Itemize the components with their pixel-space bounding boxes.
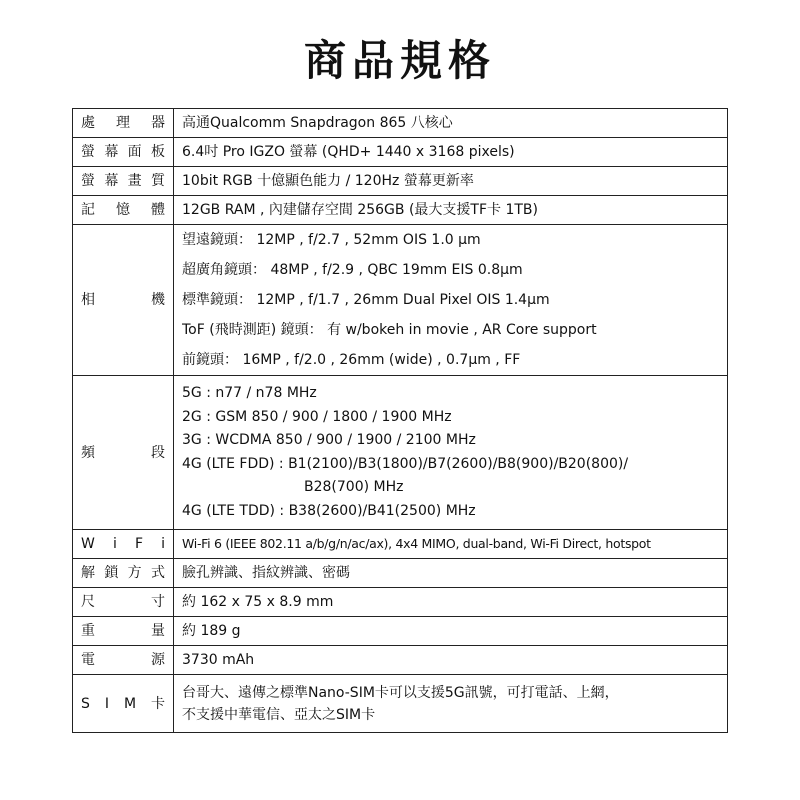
spec-row-size [73,588,728,617]
spec-row-panel [73,138,728,167]
spec-row-camera [73,225,728,376]
spec-row-bands [73,376,728,530]
spec-label-memory: 記 憶 體 [73,196,174,225]
camera-telephoto-line: 望遠鏡頭： 12MP , f/2.7 , 52mm OIS 1.0 μm [182,232,481,248]
band-4g-fdd-line: 4G (LTE FDD) : B1(2100)/B3(1800)/B7(2600)/B8(900)/B20(800)/ [182,455,629,472]
spec-row-memory [73,196,728,225]
spec-value-memory: 12GB RAM , 內建儲存空間 256GB (最大支援TF卡 1TB) [174,196,728,225]
band-5g-line: 5G : n77 / n78 MHz [182,385,317,401]
band-2g-line: 2G : GSM 850 / 900 / 1800 / 1900 MHz [182,408,452,425]
page-title: 商品規格 [303,36,496,85]
spec-value-size: 約 162 x 75 x 8.9 mm [174,588,728,617]
spec-row-battery [73,646,728,675]
sim-line-1: 台哥大、遠傳之標準Nano-SIM卡可以支援5G訊號，可打電話、上網， [182,684,619,701]
spec-row-sim [73,675,728,733]
camera-ultrawide-line: 超廣角鏡頭： 48MP , f/2.9 , QBC 19mm EIS 0.8μm [182,262,523,278]
spec-label-panel: 螢幕面板 [73,138,174,167]
band-3g-line: 3G : WCDMA 850 / 900 / 1900 / 2100 MHz [182,432,476,448]
spec-row-weight [73,617,728,646]
camera-tof-line: ToF (飛時測距) 鏡頭： 有 w/bokeh in movie , AR Core support [182,322,597,338]
spec-label-weight: 重 量 [73,617,174,646]
spec-row-cpu [73,109,728,138]
sim-line-2: 不支援中華電信、亞太之SIM卡 [182,706,376,723]
spec-label-battery: 電 源 [73,646,174,675]
spec-value-wifi: Wi-Fi 6 (IEEE 802.11 a/b/g/n/ac/ax), 4x4 MIMO, dual-band, Wi-Fi Direct, hotspot [182,536,651,551]
spec-value-battery: 3730 mAh [174,646,728,675]
camera-standard-line: 標準鏡頭： 12MP , f/1.7 , 26mm Dual Pixel OIS 1.4μm [182,292,550,308]
spec-value-unlock: 臉孔辨識、指紋辨識、密碼 [174,559,728,588]
spec-row-quality [73,167,728,196]
spec-label-size: 尺 寸 [73,588,174,617]
spec-label-cpu: 處 理 器 [73,109,174,138]
spec-value-bands [174,376,728,530]
spec-table [72,108,728,733]
spec-label-bands: 頻 段 [73,376,174,530]
spec-value-panel: 6.4吋 Pro IGZO 螢幕 (QHD+ 1440 x 3168 pixels) [174,138,728,167]
spec-value-sim [174,675,728,733]
band-4g-fdd-cont-line: B28(700) MHz [304,479,404,495]
spec-label-camera: 相 機 [73,225,174,376]
spec-row-unlock [73,559,728,588]
spec-value-camera [174,225,728,376]
camera-front-line: 前鏡頭： 16MP , f/2.0 , 26mm (wide) , 0.7μm , FF [182,352,521,368]
spec-label-wifi: W i F i [73,530,174,559]
spec-label-quality: 螢幕畫質 [73,167,174,196]
spec-row-wifi [73,530,728,559]
band-4g-tdd-line: 4G (LTE TDD) : B38(2600)/B41(2500) MHz [182,502,476,519]
spec-value-quality: 10bit RGB 十億顯色能力 / 120Hz 螢幕更新率 [174,167,728,196]
spec-value-weight: 約 189 g [174,617,728,646]
spec-label-sim: S I M 卡 [73,675,174,733]
spec-label-unlock: 解鎖方式 [73,559,174,588]
spec-value-cpu: 高通Qualcomm Snapdragon 865 八核心 [174,109,728,138]
